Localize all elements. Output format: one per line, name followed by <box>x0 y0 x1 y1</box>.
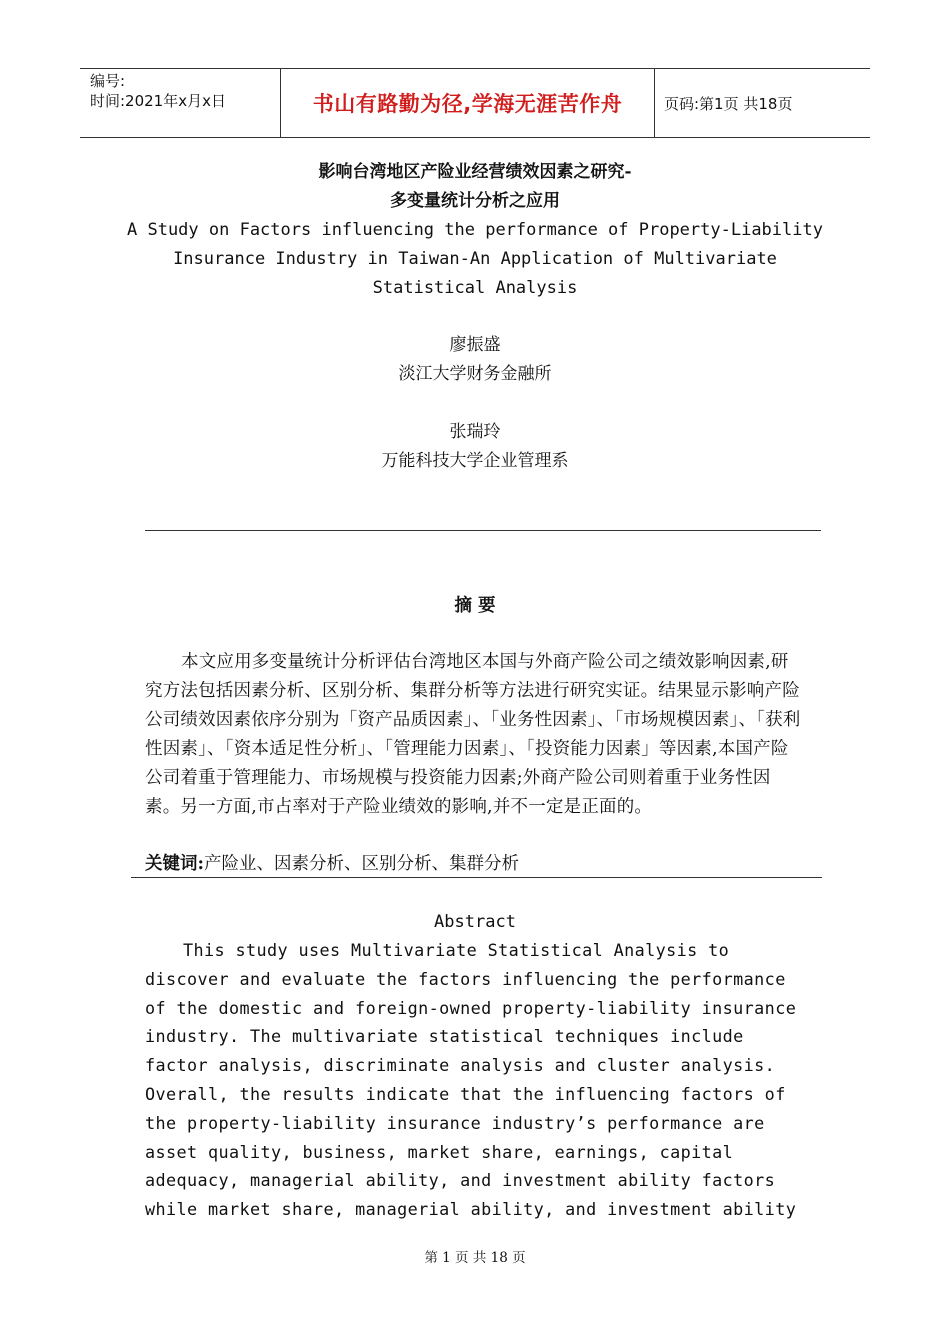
section-divider <box>145 530 821 531</box>
abstract-heading-english: Abstract <box>434 912 516 932</box>
author-affiliation: 淡江大学财务金融所 <box>398 364 552 384</box>
keywords-label: 关键词: <box>145 854 204 874</box>
keywords-line <box>145 850 519 879</box>
page-footer: 第 1 页 共 18 页 <box>424 1250 526 1266</box>
title-english-line-3: Statistical Analysis <box>372 278 578 298</box>
header-meta <box>90 71 280 111</box>
document-time-label: 时间:2021年x月x日 <box>90 92 226 110</box>
keywords-text: 产险业、因素分析、区别分析、集群分析 <box>203 854 519 874</box>
author-name: 廖振盛 <box>449 335 501 355</box>
author-affiliation: 万能科技大学企业管理系 <box>381 451 569 471</box>
header-page-info: 页码:第1页 共18页 <box>664 94 793 113</box>
abstract-heading-chinese: 摘 要 <box>454 596 496 616</box>
author-name: 张瑞玲 <box>449 422 501 442</box>
title-chinese-line-1: 影响台湾地区产险业经营绩效因素之研究- <box>318 162 632 182</box>
title-english-line-2: Insurance Industry in Taiwan-An Application of Multivariate <box>173 249 777 269</box>
abstract-body-chinese: 本文应用多变量统计分析评估台湾地区本国与外商产险公司之绩效影响因素,研究方法包括因素分析、区别分析、集群分析等方法进行研究实证。结果显示影响产险公司绩效因素依序分别为「资产品质因素」、「业务性因素」、「市场规模因素」、「获利性因素」、「资本适足性分析」、「管理能力因素」、「投资能力因素」等因素,本国产险公司着重于管理能力、市场规模与投资能力因素;外商产险公司则着重于业务性因素。另一方面,市占率对于产险业绩效的影响,并不一定是正面的。 <box>145 652 801 817</box>
section-divider <box>131 877 822 878</box>
title-english-line-1: A Study on Factors influencing the performance of Property-Liability <box>127 220 823 240</box>
abstract-body-english: This study uses Multivariate Statistical Analysis to discover and evaluate the factors influencing the performance of the domestic and foreign-owned property-liability insurance industry. The multivariate statistical techniques include factor analysis, discriminate analysis and cluster analysis. Overall, the results indicate that the influencing factors of the property-liability insurance industry’s performance are asset quality, business, market share, earnings, capital adequacy, managerial ability, and investment ability factors while market share, managerial ability, and investment ability <box>145 940 797 1220</box>
header-divider <box>654 69 655 137</box>
title-chinese-line-2: 多变量统计分析之应用 <box>390 191 560 211</box>
document-number-label: 编号: <box>90 72 126 90</box>
header-motto: 书山有路勤为径,学海无涯苦作舟 <box>312 92 623 116</box>
document-header <box>80 68 870 138</box>
